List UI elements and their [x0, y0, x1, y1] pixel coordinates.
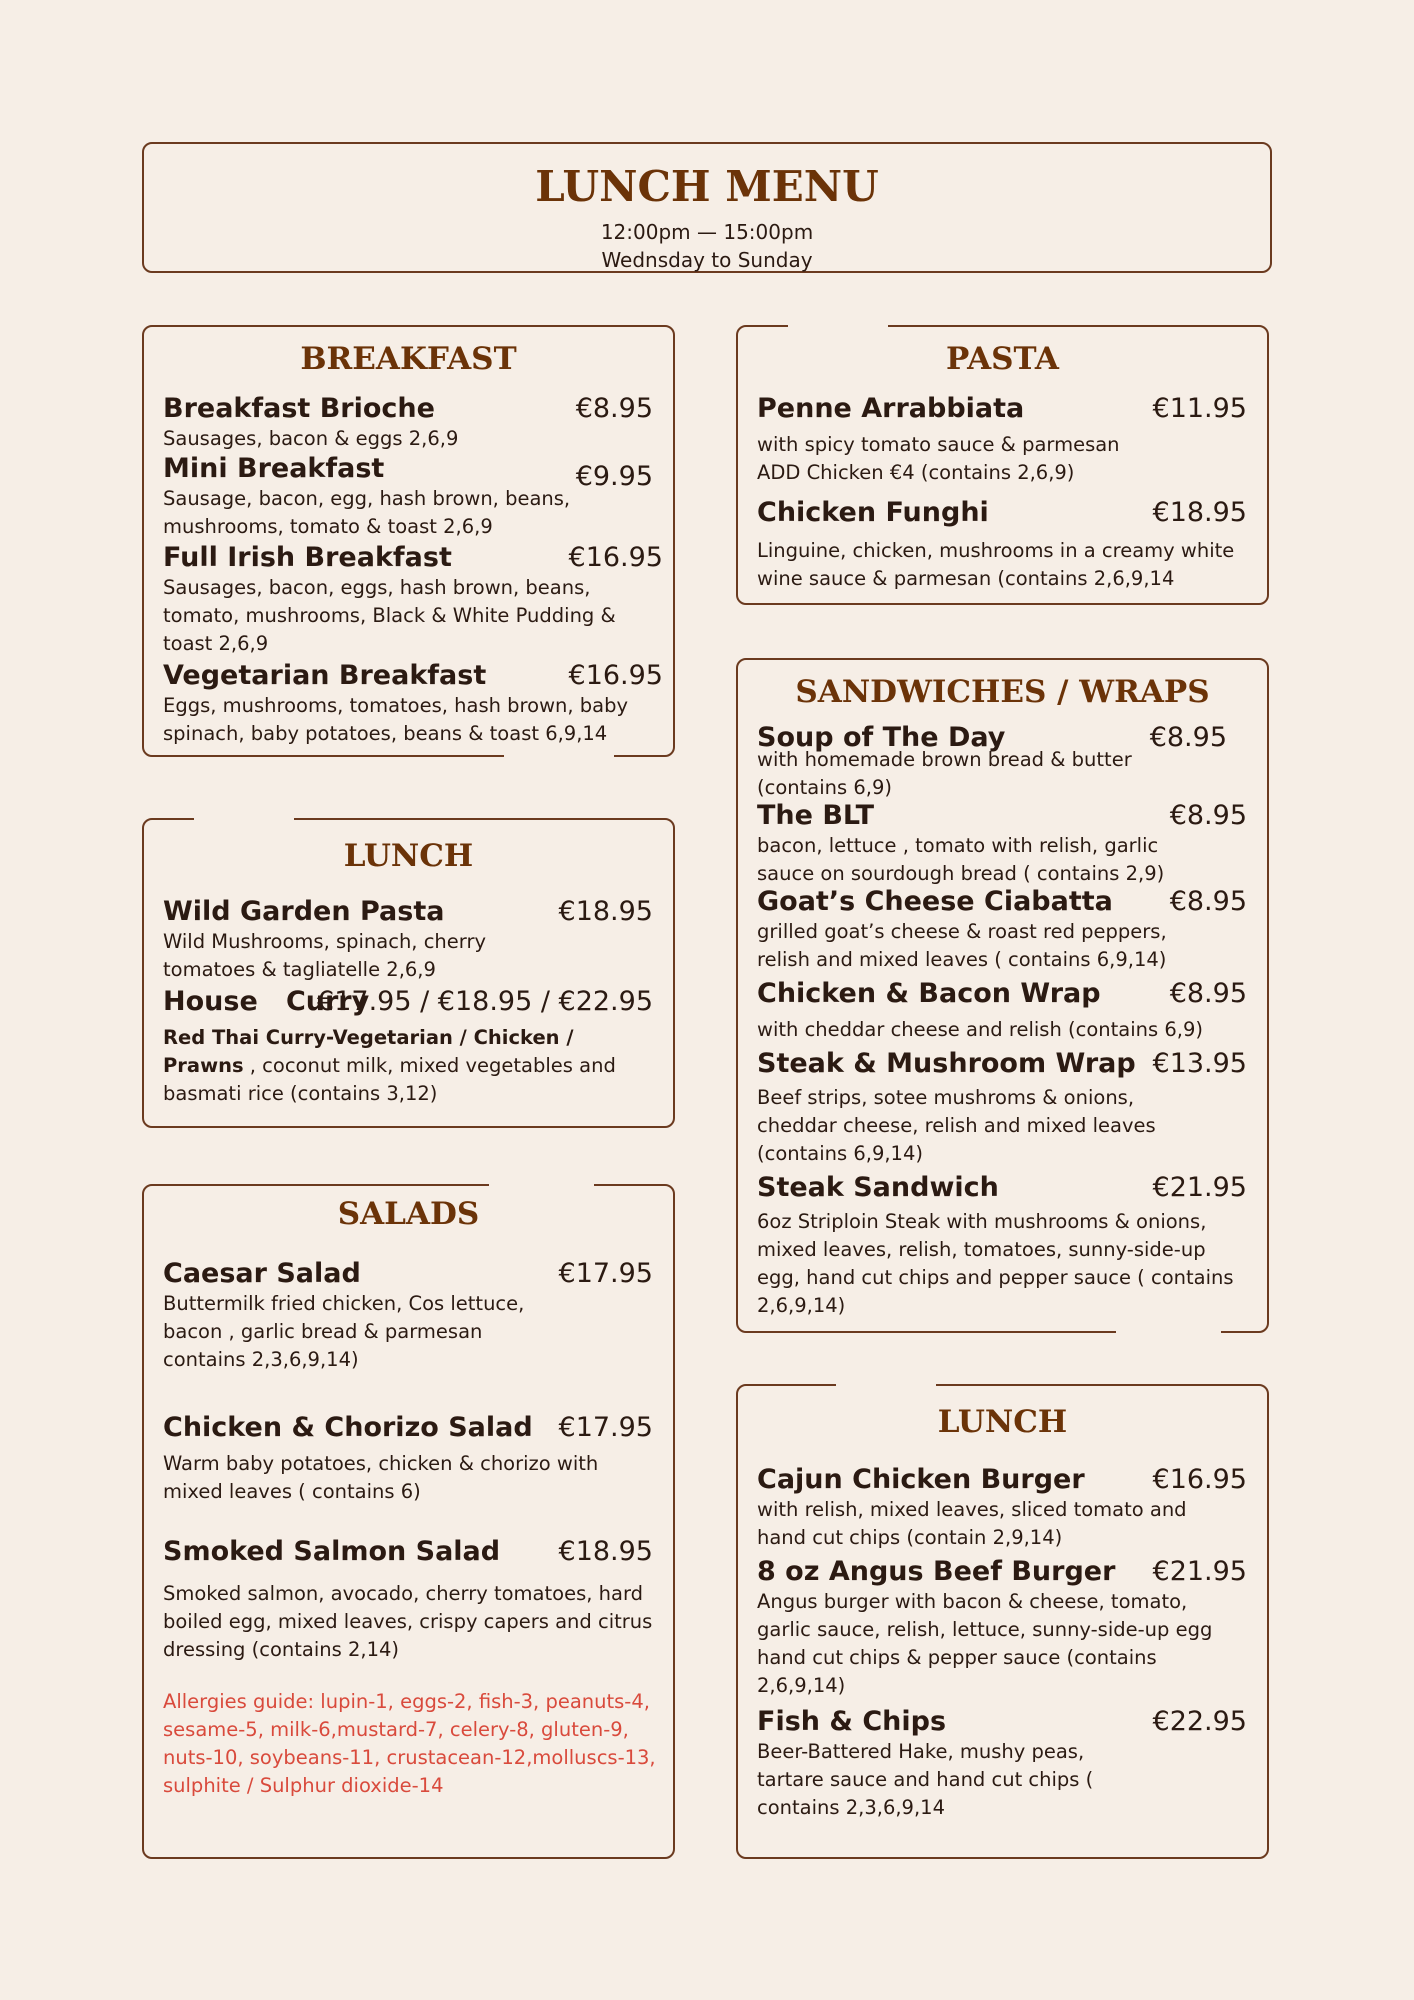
menu-item	[163, 1412, 653, 1506]
item-description: 6oz Striploin Steak with mushrooms & onions, mixed leaves, relish, tomatoes, sunny-side-up egg, hand cut chips and pepper sauce ( contains 2,6,9,14)	[757, 1210, 1234, 1318]
item-price: €18.95	[1152, 497, 1247, 528]
item-description: Sausages, bacon & eggs 2,6,9	[163, 427, 459, 451]
item-name: Caesar Salad	[163, 1258, 361, 1289]
item-name: Steak Sandwich	[757, 1172, 999, 1203]
item-name: Cajun Chicken Burger	[757, 1464, 1085, 1495]
item-description: Beef strips, sotee mushroms & onions, cheddar cheese, relish and mixed leaves (contains 6,9,14)	[757, 1086, 1156, 1166]
breakfast-title: BREAKFAST	[300, 341, 517, 377]
menu-item	[757, 1706, 1247, 1822]
sandwiches-section	[736, 658, 1269, 1333]
sandwiches-title: SANDWICHES / WRAPS	[795, 674, 1210, 710]
border-gap	[504, 753, 614, 759]
item-name: Smoked Salmon Salad	[163, 1536, 501, 1567]
item-price: €16.95	[1152, 1464, 1247, 1495]
menu-item	[757, 1172, 1247, 1320]
curry-description: , coconut milk, mixed vegetables and basmati rice (contains 3,12)	[163, 1054, 616, 1106]
lunch-title: LUNCH	[343, 838, 474, 874]
item-name: Breakfast Brioche	[163, 393, 435, 424]
item-name: Chicken & Chorizo Salad	[163, 1412, 533, 1443]
item-name: Mini Breakfast	[163, 453, 385, 484]
item-description: Sausages, bacon, eggs, hash brown, beans, tomato, mushrooms, Black & White Pudding & toast 2,6,9	[163, 576, 616, 656]
item-name: Penne Arrabbiata	[757, 393, 1025, 424]
item-price: €16.95	[568, 660, 663, 691]
menu-item	[163, 660, 663, 748]
curry-options: Red Thai Curry-Vegetarian / Chicken / Prawns	[163, 1026, 574, 1078]
item-price: €21.95	[1152, 1172, 1247, 1203]
border-gap	[836, 1382, 936, 1388]
breakfast-section	[142, 325, 675, 757]
border-gap	[788, 323, 888, 329]
menu-item	[757, 800, 1247, 888]
pasta-section	[736, 325, 1269, 605]
item-description: bacon, lettuce , tomato with relish, garlic sauce on sourdough bread ( contains 2,9)	[757, 834, 1165, 886]
item-description: with homemade brown bread & butter (contains 6,9)	[757, 748, 1132, 800]
menu-item	[163, 393, 653, 453]
item-price: €16.95	[568, 542, 663, 573]
item-description: Eggs, mushrooms, tomatoes, hash brown, baby spinach, baby potatoes, beans & toast 6,9,14	[163, 694, 629, 746]
item-description: Wild Mushrooms, spinach, cherry tomatoes & tagliatelle 2,6,9	[163, 930, 487, 982]
item-description: Buttermilk fried chicken, Cos lettuce, bacon , garlic bread & parmesan contains 2,3,6,9,14)	[163, 1292, 525, 1372]
item-price: €22.95	[1152, 1706, 1247, 1737]
item-description: with relish, mixed leaves, sliced tomato and hand cut chips (contain 2,9,14)	[757, 1498, 1187, 1550]
page-title: LUNCH MENU	[535, 162, 879, 211]
item-name: Wild Garden Pasta	[163, 896, 445, 927]
item-price: €13.95	[1152, 1048, 1247, 1079]
menu-item	[163, 542, 663, 658]
header-box	[142, 142, 1272, 273]
item-description: Angus burger with bacon & cheese, tomato, garlic sauce, relish, lettuce, sunny-side-up egg hand cut chips & pepper sauce (contains 2,6,9,14)	[757, 1590, 1213, 1698]
menu-item	[163, 453, 653, 541]
item-description: grilled goat’s cheese & roast red peppers, relish and mixed leaves ( contains 6,9,14)	[757, 920, 1167, 972]
item-name: Vegetarian Breakfast	[163, 660, 487, 691]
menu-item	[163, 1258, 653, 1374]
item-price: €9.95	[575, 461, 653, 492]
item-price: €8.95	[1169, 978, 1247, 1009]
item-price: €8.95	[1149, 722, 1227, 753]
item-description	[163, 1024, 643, 1108]
item-name: Chicken Funghi	[757, 497, 989, 528]
lunch-title: LUNCH	[937, 1404, 1068, 1440]
opening-days: Wednsday to Sunday	[601, 248, 813, 272]
salads-section	[142, 1184, 675, 1859]
menu-item	[757, 722, 1247, 802]
pasta-title: PASTA	[946, 341, 1059, 377]
item-name: Chicken & Bacon Wrap	[757, 978, 1101, 1009]
lunch-section-left	[142, 818, 675, 1128]
item-name: Goat’s Cheese Ciabatta	[757, 886, 1113, 917]
item-price: €11.95	[1152, 393, 1247, 424]
item-description: Warm baby potatoes, chicken & chorizo with mixed leaves ( contains 6)	[163, 1452, 599, 1504]
menu-item	[757, 1048, 1247, 1168]
item-name: Steak & Mushroom Wrap	[757, 1048, 1136, 1079]
item-price: €17.95	[558, 1412, 653, 1443]
lunch-section-right	[736, 1384, 1269, 1859]
item-description: with spicy tomato sauce & parmesan ADD Chicken €4 (contains 2,6,9)	[757, 433, 1120, 485]
item-price: €8.95	[1169, 800, 1247, 831]
menu-item	[757, 1556, 1247, 1700]
item-name: The BLT	[757, 800, 875, 831]
menu-item	[163, 896, 653, 984]
menu-item	[757, 978, 1247, 1044]
item-price: €17.95 / €18.95 / €22.95	[317, 986, 653, 1017]
item-name: Soup of The Day	[757, 722, 1006, 753]
border-gap	[1116, 1329, 1221, 1335]
item-name: Full Irish Breakfast	[163, 542, 452, 573]
menu-item	[757, 886, 1247, 974]
item-price: €8.95	[575, 393, 653, 424]
item-name: Fish & Chips	[757, 1706, 947, 1737]
allergies-guide: Allergies guide: lupin-1, eggs-2, fish-3, peanuts-4, sesame-5, milk-6,mustard-7, celery-8, gluten-9, nuts-10, soybeans-11, crustacean-12,molluscs-13, sulphite / Sulphur dioxide-14	[163, 1690, 656, 1797]
item-price: €17.95	[558, 1258, 653, 1289]
item-description: Smoked salmon, avocado, cherry tomatoes, hard boiled egg, mixed leaves, crispy capers and citrus dressing (contains 2,14)	[163, 1582, 653, 1662]
item-description: Beer-Battered Hake, mushy peas, tartare sauce and hand cut chips ( contains 2,3,6,9,14	[757, 1740, 1094, 1820]
salads-title: SALADS	[337, 1196, 480, 1232]
menu-item	[163, 1536, 653, 1664]
border-gap	[489, 1182, 594, 1188]
item-description: Linguine, chicken, mushrooms in a creamy white wine sauce & parmesan (contains 2,6,9,14	[757, 539, 1235, 591]
item-price: €18.95	[558, 1536, 653, 1567]
item-price: €18.95	[558, 896, 653, 927]
border-gap	[194, 816, 294, 822]
item-price: €8.95	[1169, 886, 1247, 917]
menu-item	[757, 1464, 1247, 1552]
item-price: €21.95	[1152, 1556, 1247, 1587]
item-description: with cheddar cheese and relish (contains 6,9)	[757, 1018, 1203, 1042]
menu-item	[757, 497, 1247, 593]
opening-hours: 12:00pm — 15:00pm	[600, 220, 814, 244]
menu-item	[757, 393, 1247, 487]
item-name: House Curry	[163, 986, 370, 1017]
menu-item	[163, 986, 653, 1108]
item-description: Sausage, bacon, egg, hash brown, beans, mushrooms, tomato & toast 2,6,9	[163, 487, 571, 539]
item-name: 8 oz Angus Beef Burger	[757, 1556, 1116, 1587]
